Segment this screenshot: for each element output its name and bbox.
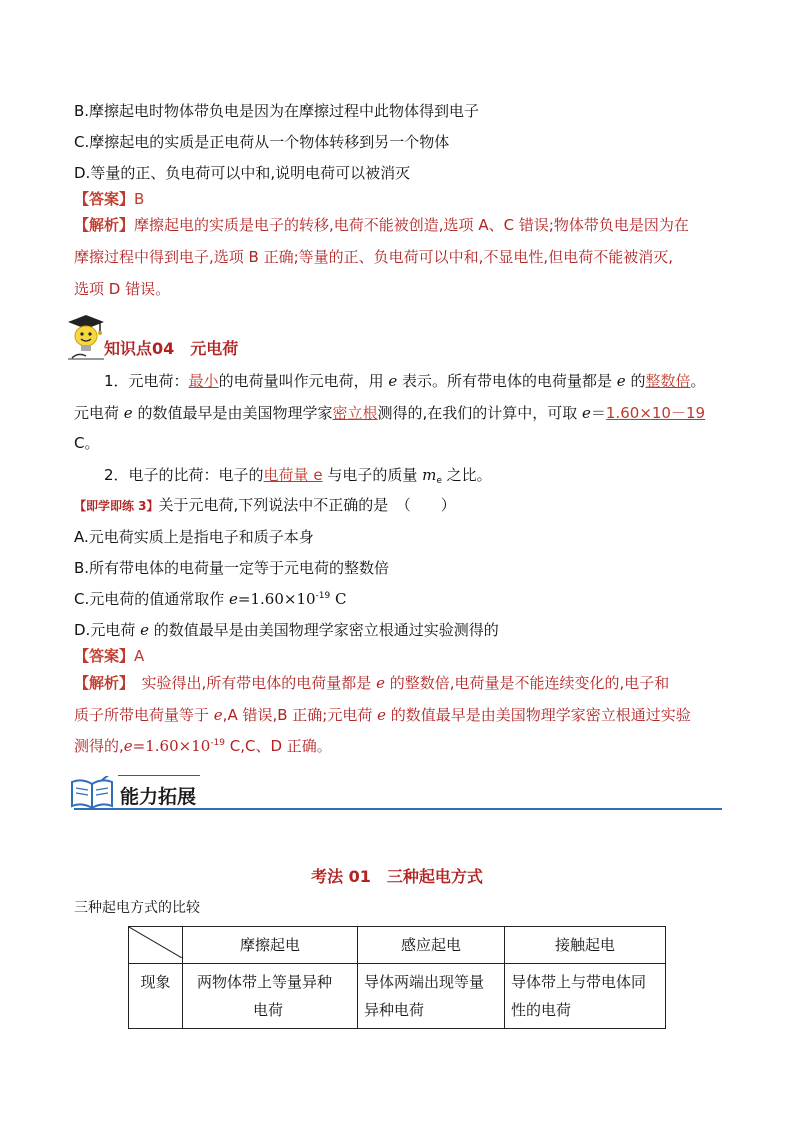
kp-paragraph-1-end: C。	[74, 434, 100, 452]
kp1-part: 1．元电荷：	[104, 372, 189, 390]
analysis2-line-3	[74, 735, 332, 757]
analysis2-part: 质子所带电荷量等于	[74, 706, 214, 724]
kp2-part: 的数值最早是由美国物理学家	[132, 404, 333, 422]
practice-option-b: B.所有带电体的电荷量一定等于元电荷的整数倍	[74, 559, 390, 577]
option-c-e: e	[229, 590, 238, 608]
analysis-line-1	[74, 214, 689, 236]
header-contact: 接触起电	[505, 927, 666, 964]
table-row	[129, 964, 666, 1029]
cell-contact	[505, 964, 666, 1029]
kp4-part: 之比。	[441, 466, 492, 484]
analysis2-e: e	[123, 737, 133, 755]
analysis2-exponent: -19	[210, 738, 225, 748]
header-induction: 感应起电	[358, 927, 505, 964]
cell-text: 性的电荷	[511, 1001, 572, 1019]
analysis-tag: 【解析】	[74, 674, 127, 692]
kp1-part: 的电荷量叫作元电荷，用	[218, 372, 389, 390]
cell-friction	[183, 964, 358, 1029]
analysis-text: 摩擦起电的实质是电子的转移,电荷不能被创造,选项 A、C 错误;物体带负电是因为在	[134, 216, 689, 234]
practice-option-d	[74, 619, 499, 641]
section-title: 能力拓展	[120, 786, 197, 808]
analysis2-part: C,C、D 正确。	[225, 737, 332, 755]
method-title: 考法 01 三种起电方式	[311, 867, 483, 886]
analysis2-line-1	[74, 672, 669, 694]
analysis2-part: 的整数倍,电荷量是不能连续变化的,电子和	[384, 674, 670, 692]
kp2-e: e	[582, 404, 591, 422]
kp4-part: 2．电子的比荷：电子的	[104, 466, 264, 484]
answer-value: B	[134, 190, 145, 208]
analysis-line-2: 摩擦过程中得到电子,选项 B 正确;等量的正、负电荷可以中和,不显电性,但电荷不能被消灭,	[74, 248, 673, 266]
section-top-rule	[118, 775, 200, 776]
answer-line	[74, 188, 144, 210]
kp-paragraph-1	[104, 370, 705, 392]
diagonal-header-cell	[129, 927, 183, 964]
kp-paragraph-2	[104, 464, 492, 486]
kp2-e: e	[123, 404, 133, 422]
practice-question-text: 关于元电荷,下列说法中不正确的是 （ ）	[158, 496, 456, 514]
comparison-table	[128, 926, 666, 1029]
cell-induction	[358, 964, 505, 1029]
answer-tag: 【答案】	[74, 647, 135, 665]
answer-tag: 【答案】	[74, 190, 135, 208]
kp1-emph-min: 最小	[188, 372, 219, 390]
kp2-emph-value: 1.60×10－19	[605, 404, 706, 422]
cell-text: 导体带上与带电体同	[511, 973, 647, 991]
kp4-sub: e	[436, 476, 442, 486]
kp-paragraph-1-cont	[74, 402, 705, 424]
analysis2-part: 测得的,	[74, 737, 124, 755]
knowledge-point-title: 知识点04 元电荷	[104, 339, 239, 358]
practice-tag: 【即学即练 3】	[74, 499, 159, 513]
row-label: 现象	[129, 964, 183, 1029]
kp1-e: e	[616, 372, 626, 390]
cell-text: 异种电荷	[364, 1001, 425, 1019]
kp1-part: 。	[690, 372, 706, 390]
kp2-part: 元电荷	[74, 404, 124, 422]
analysis2-part: ,A 错误,B 正确;元电荷	[222, 706, 378, 724]
diagonal-line	[129, 927, 182, 958]
option-d-e: e	[140, 621, 149, 639]
option-d-part: D.元电荷	[74, 621, 141, 639]
analysis2-part: 实验得出,所有带电体的电荷量都是	[126, 674, 377, 692]
option-d-part: 的数值最早是由美国物理学家密立根通过实验测得的	[148, 621, 499, 639]
option-c-value: =1.60×10	[237, 590, 316, 608]
analysis2-part: 的数值最早是由美国物理学家密立根通过实验	[386, 706, 691, 724]
analysis2-value: =1.60×10	[132, 737, 211, 755]
kp4-part: 与电子的质量	[322, 466, 423, 484]
option-b: B.摩擦起电时物体带负电是因为在摩擦过程中此物体得到电子	[74, 102, 480, 120]
option-d: D.等量的正、负电荷可以中和,说明电荷可以被消灭	[74, 164, 411, 182]
analysis2-e: e	[213, 706, 223, 724]
kp1-part: 的	[625, 372, 646, 390]
cell-text: 两物体带上等量异种	[197, 973, 333, 991]
option-c-part: C.元电荷的值通常取作	[74, 590, 230, 608]
practice-question	[74, 494, 456, 517]
cell-text: 导体两端出现等量	[364, 973, 485, 991]
practice-option-a: A.元电荷实质上是指电子和质子本身	[74, 528, 314, 546]
kp2-part: 测得的,在我们的计算中，可取	[377, 404, 583, 422]
option-c-unit: C	[330, 590, 347, 608]
kp4-emph-charge: 电荷量 e	[263, 466, 323, 484]
kp1-e: e	[388, 372, 398, 390]
answer-line-2	[74, 645, 144, 667]
kp1-part: 表示。所有带电体的电荷量都是	[397, 372, 617, 390]
answer-value: A	[134, 647, 145, 665]
kp2-emph-millikan: 密立根	[332, 404, 378, 422]
open-book-icon	[70, 776, 114, 810]
practice-option-c	[74, 588, 346, 610]
cell-text: 电荷	[253, 1001, 284, 1019]
kp1-emph-integer: 整数倍	[645, 372, 691, 390]
analysis2-e: e	[377, 706, 387, 724]
table-caption: 三种起电方式的比较	[74, 900, 200, 916]
table-header-row	[129, 927, 666, 964]
analysis-tag: 【解析】	[74, 216, 135, 234]
option-c-exponent: -19	[315, 591, 331, 601]
kp2-part: ＝	[590, 404, 606, 422]
analysis2-line-2	[74, 704, 691, 726]
graduate-bulb-icon	[64, 312, 108, 360]
option-c: C.摩擦起电的实质是正电荷从一个物体转移到另一个物体	[74, 133, 450, 151]
header-friction: 摩擦起电	[183, 927, 358, 964]
section-divider	[74, 808, 722, 810]
analysis-line-3: 选项 D 错误。	[74, 280, 171, 298]
kp4-m: m	[422, 466, 437, 484]
analysis2-e: e	[376, 674, 385, 692]
